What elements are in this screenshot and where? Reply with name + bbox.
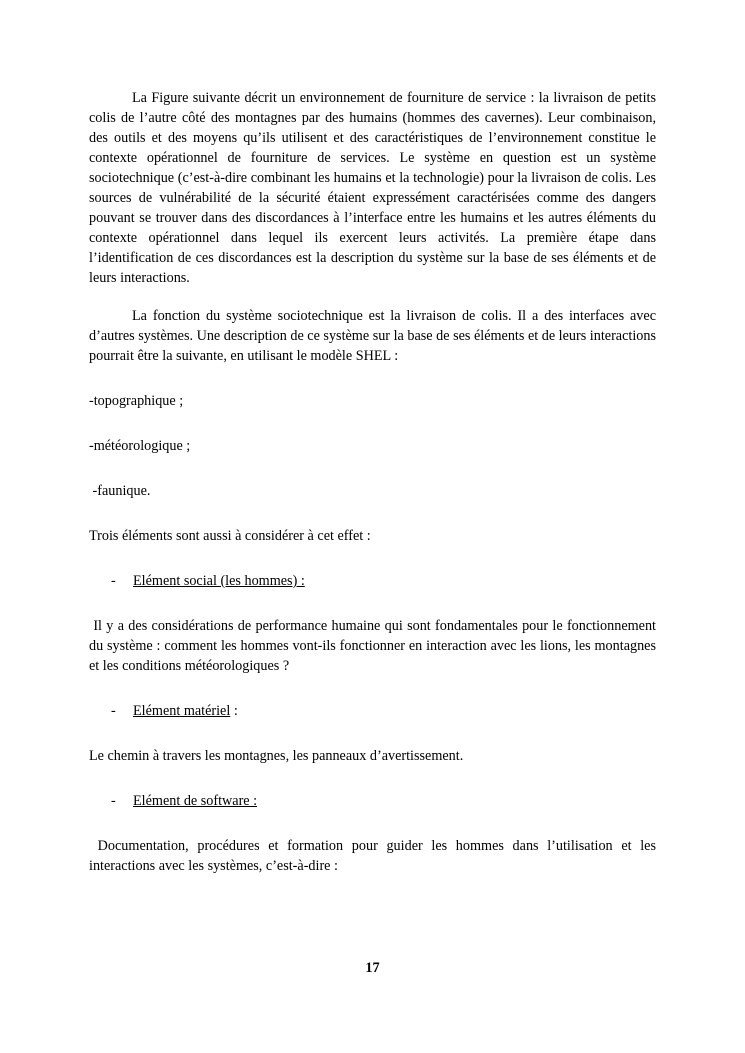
social-element-text: Il y a des considérations de performance humaine qui sont fondamentales pour le fonctionnement du système : comment les hommes vont-ils fonctionner en interaction avec les lions, les montagnes et les conditions météorologiques ? — [89, 618, 660, 674]
software-element-text: Documentation, procédures et formation pour guider les hommes dans l’utilisation et les interactions avec les systèmes, c’est-à-dire : — [89, 838, 660, 874]
shel-paragraph: La fonction du système sociotechnique est la livraison de colis. Il a des interfaces avec d’autres systèmes. Une description de ce système sur la base de ses éléments et de leurs interactions pourrait être la suivante, en utilisant le modèle SHEL : — [89, 308, 656, 364]
materiel-element-text: Le chemin à travers les montagnes, les panneaux d’avertissement. — [89, 748, 464, 764]
bullet-dash: - — [111, 703, 116, 719]
bullet-dash: - — [111, 573, 116, 589]
bullet-dash: - — [111, 793, 116, 809]
social-element-heading: Elément social (les hommes) : — [133, 573, 305, 589]
environment-item-meteorologique: -météorologique ; — [89, 438, 191, 454]
intro-paragraph: La Figure suivante décrit un environnement de fourniture de service : la livraison de petits colis de l’autre côté des montagnes par des humains (hommes des cavernes). Leur combinaison, des outils et des moyens qu’ils utilisent et des caractéristiques de l’environnement constitue le contexte opérationnel de fourniture de services. Le système en question est un système sociotechnique (c’est-à-dire combinant les humains et la technologie) pour la livraison de colis. Les sources de vulnérabilité de la sécurité étaient expressément caractérisées comme des dangers pouvant se trouver dans des discordances à l’interface entre les humains et les autres éléments du contexte opérationnel dans lequel ils exercent leurs activités. La première étape dans l’identification de ces discordances est la description du système sur la base de ses éléments et de leurs interactions. — [89, 90, 656, 286]
environment-item-faunique: -faunique. — [89, 483, 151, 499]
materiel-element-heading: Elément matériel — [133, 703, 231, 719]
materiel-heading-suffix: : — [230, 703, 238, 719]
bullet-social — [89, 571, 656, 591]
bullet-software — [89, 791, 656, 811]
bullet-materiel — [89, 701, 656, 721]
software-element-heading: Elément de software : — [133, 793, 258, 809]
environment-item-topographique: -topographique ; — [89, 393, 184, 409]
document-page — [89, 88, 660, 876]
page-number: 17 — [365, 960, 380, 976]
elements-intro: Trois éléments sont aussi à considérer à cet effet : — [89, 528, 371, 544]
